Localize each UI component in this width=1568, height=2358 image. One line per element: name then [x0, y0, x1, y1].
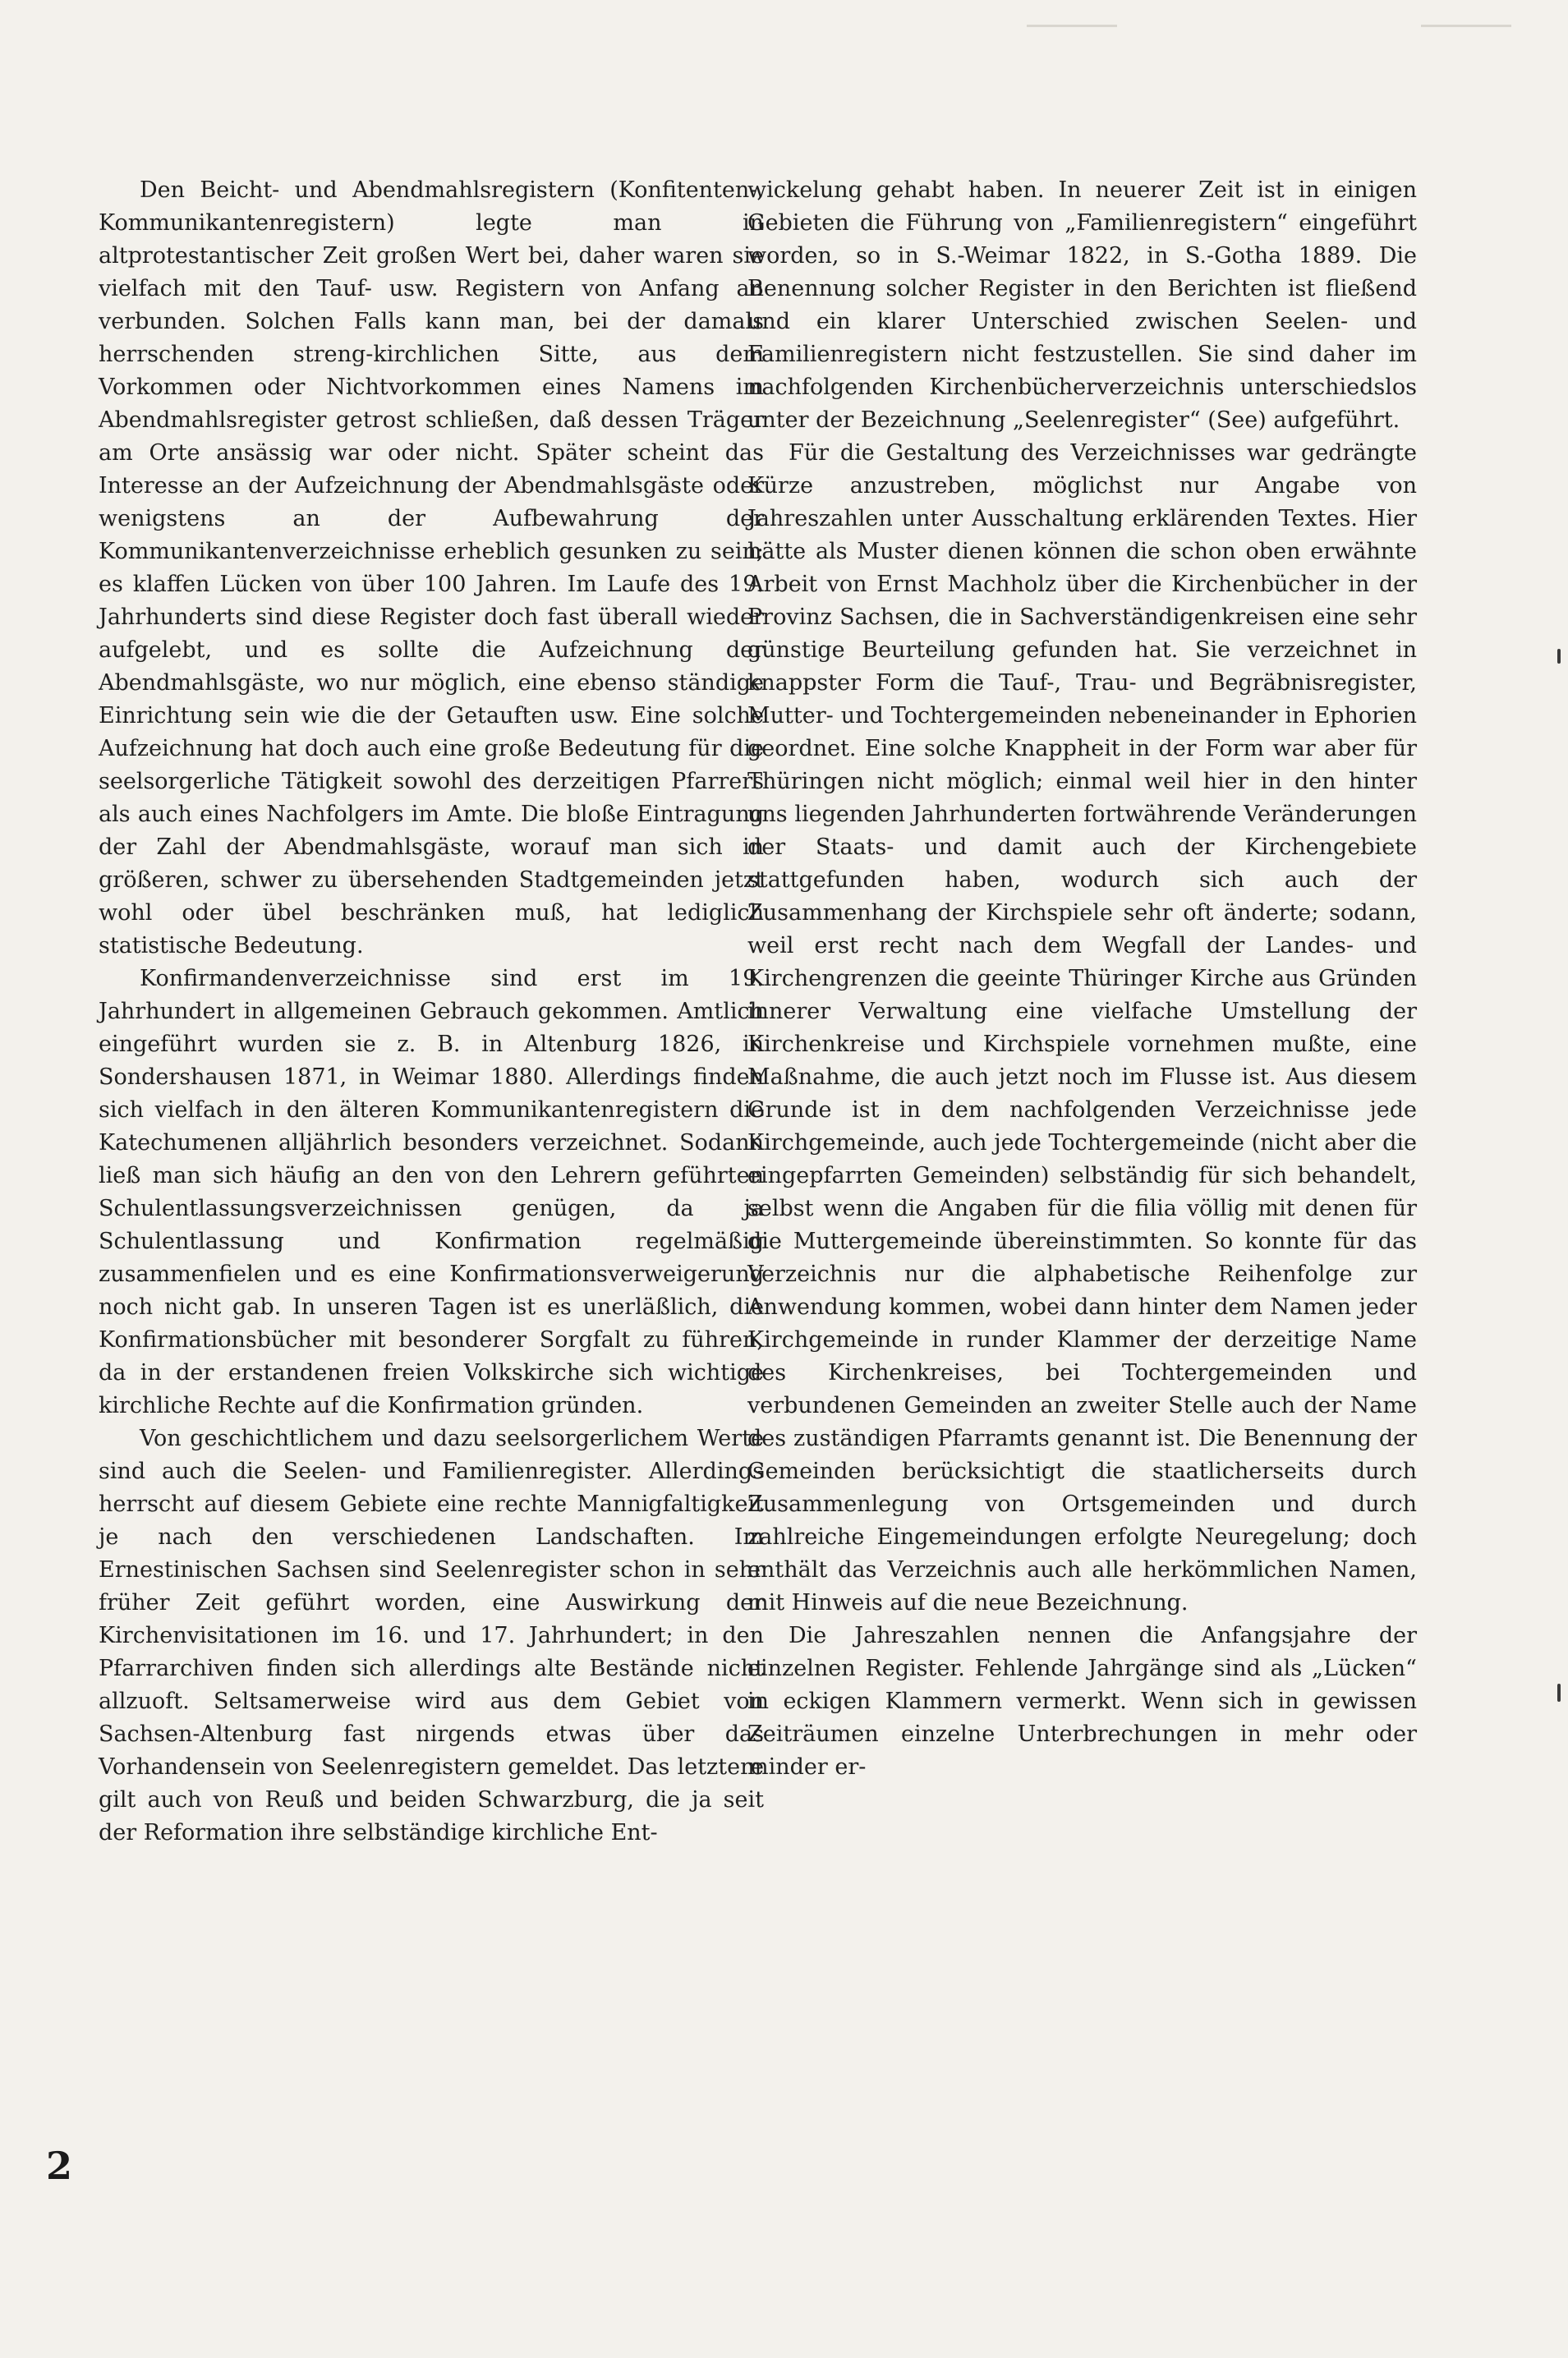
paragraph-directory-design: Für die Gestaltung des Verzeichnisses war gedrängte Kürze anzustreben, möglichst nur Angabe von Jahreszahlen unter Ausschaltung erklärenden Textes. Hier hätte als Muster dienen können die schon oben erwähnte Arbeit von Ernst Machholz über die Kirchenbücher in der Provinz Sachsen, die in Sachverständigenkreisen eine sehr günstige Beurteilung gefunden hat. Sie verzeichnet in knappster Form die Tauf-, Trau- und Begräbnisregister, Mutter- und Tochtergemeinden nebeneinander in Ephorien geordnet. Eine solche Knappheit in der Form war aber für Thüringen nicht möglich; einmal weil hier in den hinter uns liegenden Jahrhunderten fortwährende Veränderungen der Staats- und damit auch der Kirchengebiete stattgefunden haben, wodurch sich auch der Zusammenhang der Kirchspiele sehr oft änderte; sodann, weil erst recht nach dem Wegfall der Landes- und Kirchengrenzen die geeinte Thüringer Kirche aus Gründen innerer Verwaltung eine vielfache Umstellung der Kirchenkreise und Kirchspiele vornehmen mußte, eine Maßnahme, die auch jetzt noch im Flusse ist. Aus diesem Grunde ist in dem nachfolgenden Verzeichnisse jede Kirchgemeinde, auch jede Tochtergemeinde (nicht aber die eingepfarrten Gemeinden) selbständig für sich behandelt, selbst wenn die Angaben für die filia völlig mit denen für die Muttergemeinde übereinstimmten. So konnte für das Verzeichnis nur die alphabetische Reihenfolge zur Anwendung kommen, wobei dann hinter dem Namen jeder Kirchgemeinde in runder Klammer der derzeitige Name des Kirchenkreises, bei Tochtergemeinden und verbundenen Gemeinden an zweiter Stelle auch der Name des zuständigen Pfarramts genannt ist. Die Benennung der Gemeinden berücksichtigt die staatlicherseits durch Zusammenlegung von Ortsgemeinden und durch zahlreiche Eingemeindungen erfolgte Neuregelung; doch enthält das Verzeichnis auch alle herkömmlichen Namen, mit Hinweis auf die neue Bezeichnung.	[747, 440, 1417, 1616]
left-text-column	[99, 174, 764, 1850]
scan-artifact-line	[1421, 25, 1511, 27]
paragraph-soul-registers: Von geschichtlichem und dazu seelsorgerlichem Werte sind auch die Seelen- und Familienregister. Allerdings herrscht auf diesem Gebiete eine rechte Mannigfaltigkeit je nach den verschiedenen Landschaften. Im Ernestinischen Sachsen sind Seelenregister schon in sehr früher Zeit geführt worden, eine Auswirkung der Kirchenvisitationen im 16. und 17. Jahrhundert; in den Pfarrarchiven finden sich allerdings alte Bestände nicht allzuoft. Seltsamerweise wird aus dem Gebiet von Sachsen-Altenburg fast nirgends etwas über das Vorhandensein von Seelenregistern gemeldet. Das letztere gilt auch von Reuß und beiden Schwarzburg, die ja seit der Reformation ihre selbständige kirchliche Ent-	[99, 1426, 764, 1845]
right-text-column	[747, 174, 1417, 1784]
paragraph-year-numbers: Die Jahreszahlen nennen die Anfangsjahre der einzelnen Register. Fehlende Jahrgänge sind als „Lücken“ in eckigen Klammern vermerkt. Wenn sich in gewissen Zeiträumen einzelne Unterbrechungen in mehr oder minder er-	[747, 1623, 1417, 1780]
page-number: 2	[46, 2144, 73, 2188]
paragraph-family-registers: wickelung gehabt haben. In neuerer Zeit ist in einigen Gebieten die Führung von „Familienregistern“ eingeführt worden, so in S.-Weimar 1822, in S.-Gotha 1889. Die Benennung solcher Register in den Berichten ist fließend und ein klarer Unterschied zwischen Seelen- und Familienregistern nicht festzustellen. Sie sind daher im nachfolgenden Kirchenbücherverzeichnis unterschiedslos unter der Bezeichnung „Seelenregister“ (See) aufgeführt.	[747, 177, 1417, 433]
scan-edge-mark	[1557, 649, 1561, 664]
paragraph-confirmand-registers: Konfirmandenverzeichnisse sind erst im 19. Jahrhundert in allgemeinen Gebrauch gekommen. Amtlich eingeführt wurden sie z. B. in Altenburg 1826, in Sondershausen 1871, in Weimar 1880. Allerdings finden sich vielfach in den älteren Kommunikantenregistern die Katechumenen alljährlich besonders verzeichnet. Sodann ließ man sich häufig an den von den Lehrern geführten Schulentlassungsverzeichnissen genügen, da ja Schulentlassung und Konfirmation regelmäßig zusammenfielen und es eine Konfirmationsverweigerung noch nicht gab. In unseren Tagen ist es unerläßlich, die Konfirmationsbücher mit besonderer Sorgfalt zu führen, da in der erstandenen freien Volkskirche sich wichtige kirchliche Rechte auf die Konfirmation gründen.	[99, 966, 764, 1418]
paragraph-confession-registers: Den Beicht- und Abendmahlsregistern (Konfitenten-, Kommunikantenregistern) legte man in altprotestantischer Zeit großen Wert bei, daher waren sie vielfach mit den Tauf- usw. Registern von Anfang an verbunden. Solchen Falls kann man, bei der damals herrschenden streng-kirchlichen Sitte, aus dem Vorkommen oder Nichtvorkommen eines Namens im Abendmahlsregister getrost schließen, daß dessen Träger am Orte ansässig war oder nicht. Später scheint das Interesse an der Aufzeichnung der Abendmahlsgäste oder wenigstens an der Aufbewahrung der Kommunikantenverzeichnisse erheblich gesunken zu sein; es klaffen Lücken von über 100 Jahren. Im Laufe des 19. Jahrhunderts sind diese Register doch fast überall wieder aufgelebt, und es sollte die Aufzeichnung der Abendmahlsgäste, wo nur möglich, eine ebenso ständige Einrichtung sein wie die der Getauften usw. Eine solche Aufzeichnung hat doch auch eine große Bedeutung für die seelsorgerliche Tätigkeit sowohl des derzeitigen Pfarrers als auch eines Nachfolgers im Amte. Die bloße Eintragung der Zahl der Abendmahlsgäste, worauf man sich in größeren, schwer zu übersehenden Stadtgemeinden jetzt wohl oder übel beschränken muß, hat lediglich statistische Bedeutung.	[99, 177, 764, 958]
scan-edge-mark	[1557, 1684, 1561, 1702]
scan-artifact-line	[1027, 25, 1117, 27]
